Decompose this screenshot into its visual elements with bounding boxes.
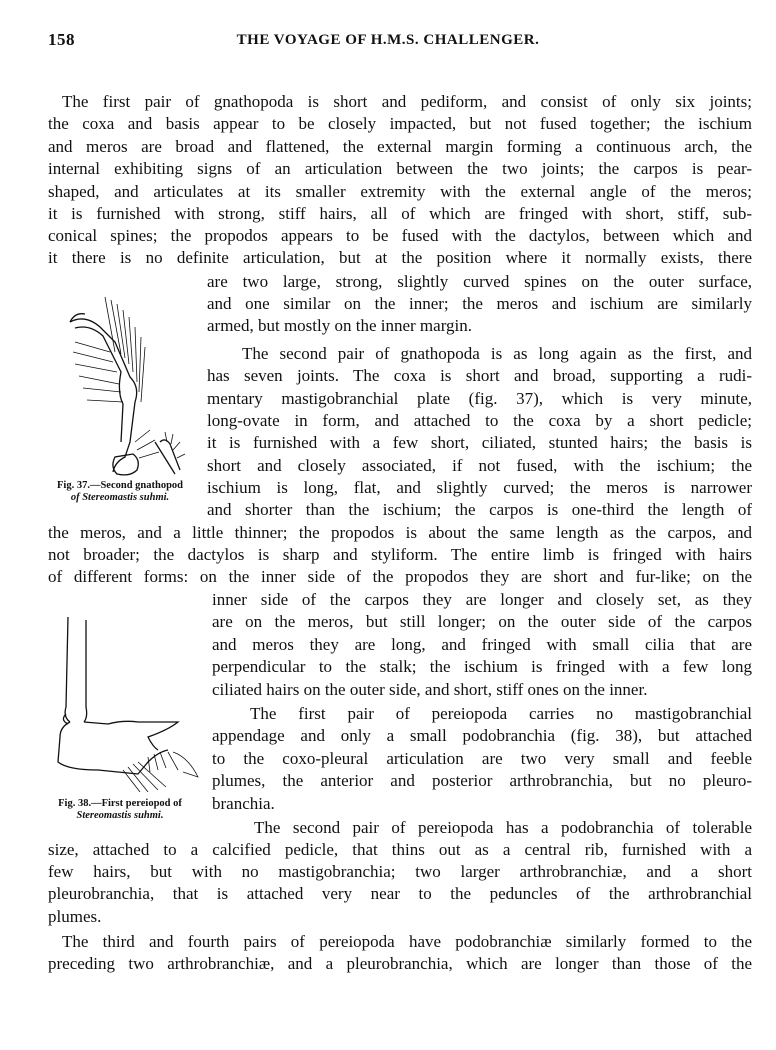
figure-37-caption-species: of Stereomastis suhmi. — [70, 492, 170, 503]
text-line: The third and fourth pairs of pereiopoda have podobranchiæ similarly formed to the — [62, 932, 752, 951]
text-line: ischium is long, flat, and slightly curved; the meros is narrower — [207, 478, 752, 497]
text-line: and shorter than the ischium; the carpos is one-third the length of — [207, 500, 752, 519]
figure-37-caption-label: Fig. 37.—Second gnathopod — [56, 480, 184, 491]
text-line: it is furnished with a few short, ciliated, stunted hairs; the basis is — [207, 433, 752, 452]
figure-38-caption — [40, 798, 200, 822]
figure-37-caption — [40, 480, 200, 504]
text-line: branchia. — [212, 794, 275, 813]
figure-38-caption-label: Fig. 38.—First pereiopod of — [58, 798, 182, 809]
text-line: are two large, strong, slightly curved spines on the outer surface, — [207, 272, 752, 291]
page-number: 158 — [48, 30, 75, 49]
text-line: short and closely associated, if not fused, with the ischium; the — [207, 456, 752, 475]
running-title: THE VOYAGE OF H.M.S. CHALLENGER. — [236, 32, 540, 48]
text-line: the meros, and a little thinner; the propodos is about the same length as the carpos, and — [48, 523, 752, 542]
text-line: perpendicular to the stalk; the ischium is fringed with a few long — [212, 657, 752, 676]
figure-37-illustration — [55, 292, 195, 482]
text-line: of different forms: on the inner side of the propodos they are short and fur-like; on the — [48, 567, 752, 586]
text-line: The second pair of pereiopoda has a podobranchia of tolerable — [254, 818, 752, 837]
figure-38-illustration — [48, 612, 208, 792]
text-line: and meros they are long, and fringed with small cilia that are — [212, 635, 752, 654]
text-line: and meros are broad and flattened, the external margin forming a continuous arch, the — [48, 137, 752, 156]
text-line: has seven joints. The coxa is short and broad, supporting a rudi- — [207, 366, 752, 385]
text-line: it is furnished with strong, stiff hairs, all of which are fringed with short, stiff, sub- — [48, 204, 752, 223]
text-line: The first pair of pereiopoda carries no mastigobranchial — [250, 704, 752, 723]
text-line: the coxa and basis appear to be closely impacted, but not fused together; the ischium — [48, 114, 752, 133]
text-line: plumes. — [48, 907, 102, 926]
text-line: long-ovate in form, and attached to the coxa by a short pedicle; — [207, 411, 752, 430]
text-line: shaped, and articulates at its smaller extremity with the external angle of the meros; — [48, 182, 752, 201]
text-line: inner side of the carpos they are longer and closely set, as they — [212, 590, 752, 609]
text-line: and one similar on the inner; the meros and ischium are similarly — [207, 294, 752, 313]
text-line: armed, but mostly on the inner margin. — [207, 316, 473, 335]
text-line: not broader; the dactylos is sharp and styliform. The entire limb is fringed with hairs — [48, 545, 752, 564]
text-line: ciliated hairs on the outer side, and short, stiff ones on the inner. — [212, 680, 648, 699]
text-line: appendage and only a small podobranchia (fig. 38), but attached — [212, 726, 752, 745]
text-line: internal exhibiting signs of an articulation between the two joints; the carpos is pear- — [48, 159, 752, 178]
text-line: The second pair of gnathopoda is as long again as the first, and — [242, 344, 752, 363]
text-line: mentary mastigobranchial plate (fig. 37), which is very minute, — [207, 389, 752, 408]
text-line: to the coxo-pleural articulation are two very small and feeble — [212, 749, 752, 768]
text-line: preceding two arthrobranchiæ, and a pleurobranchia, which are longer than those of the — [48, 954, 752, 973]
text-line: it there is no definite articulation, but at the position where it normally exists, there — [48, 248, 752, 267]
text-line: The first pair of gnathopoda is short and pediform, and consist of only six joints; — [62, 92, 752, 111]
text-line: few hairs, but with no mastigobranchia; two larger arthrobranchiæ, and a short — [48, 862, 752, 881]
text-line: pleurobranchia, that is attached very near to the peduncles of the arthrobranchial — [48, 884, 752, 903]
text-line: are on the meros, but still longer; on the outer side of the carpos — [212, 612, 752, 631]
text-line: size, attached to a calcified pedicle, that thins out as a central rib, furnished with a — [48, 840, 752, 859]
figure-38-caption-species: Stereomastis suhmi. — [76, 810, 164, 821]
text-line: conical spines; the propodos appears to be fused with the dactylos, between which and — [48, 226, 752, 245]
text-line: plumes, the anterior and posterior arthrobranchia, but no pleuro- — [212, 771, 752, 790]
